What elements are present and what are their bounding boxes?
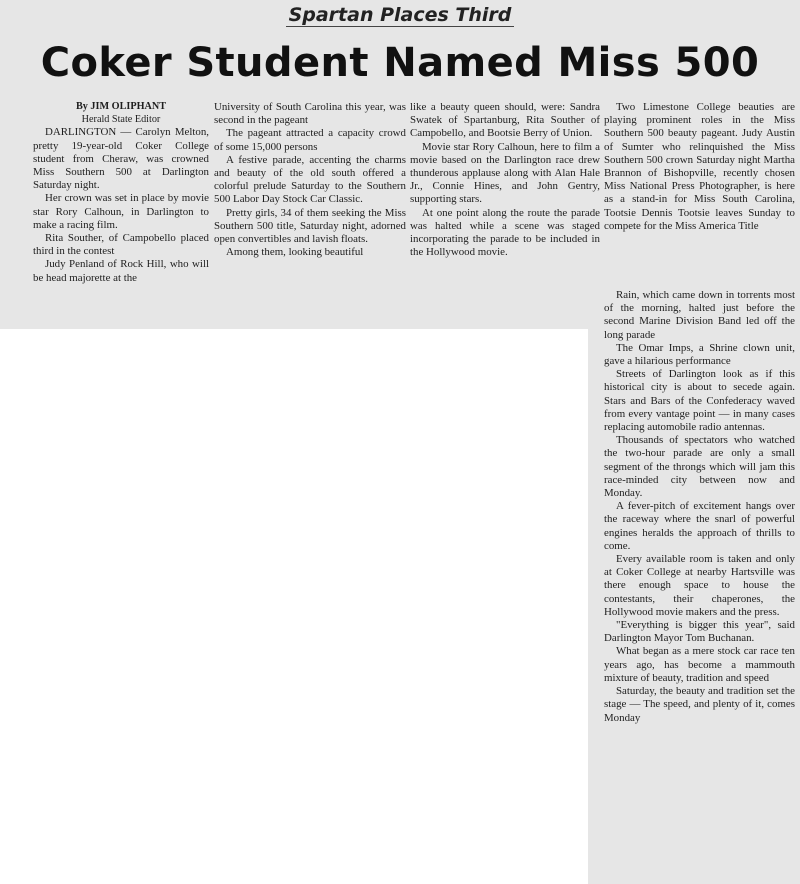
paragraph: Rita Souther, of Campobello placed third in the contest [33,232,209,258]
article-column-1 [33,100,209,285]
paragraph: Saturday, the beauty and tradition set the stage — The speed, and plenty of it, comes Monday [604,685,795,724]
paragraph: University of South Carolina this year, was second in the pageant [214,101,406,127]
paragraph: Two Limestone College beauties are playing prominent roles in the Miss Southern 500 beauty pageant. Judy Austin of Sumter who relinquished the Miss Southern 500 crown Saturday night Martha Brannon of Bishopville, recently chosen Miss National Press Photographer, is here as a stand-in for Miss South Carolina, Tootsie Dennis Tootsie leaves Sunday to compete for the Miss America Title [604,101,795,232]
byline-title: Herald State Editor [81,114,161,126]
main-headline: Coker Student Named Miss 500 [40,40,760,86]
paragraph: The Omar Imps, a Shrine clown unit, gave a hilarious performance [604,341,795,368]
article-column-3 [410,101,600,259]
paragraph: A festive parade, accenting the charms and beauty of the old south offered a colorful prelude Saturday to the Southern 500 Labor Day Stock Car Classic. [214,153,406,206]
kicker-headline [0,4,800,26]
kicker-text: Spartan Places Third [286,4,515,27]
paragraph: At one point along the route the parade was halted while a scene was staged incorporating the parade to be included in the Hollywood movie. [410,206,600,259]
paragraph: The pageant attracted a capacity crowd of some 15,000 persons [214,127,406,153]
paragraph: Thousands of spectators who watched the two-hour parade are only a small segment of the throngs which will jam this race-minded city between now and Monday. [604,434,795,500]
paragraph: DARLINGTON — Carolyn Melton, pretty 19-year-old Coker College student from Cheraw, was crowned Miss Southern 500 at Darlington Saturday night. [33,126,209,192]
paragraph: Movie star Rory Calhoun, here to film a movie based on the Darlington race drew thunderous applause along with Alan Hale Jr., Connie Hines, and John Gentry, supporting stars. [410,140,600,206]
article-column-2 [214,101,406,259]
paragraph: Rain, which came down in torrents most of the morning, halted just before the second Marine Division Band led off the long parade [604,289,795,341]
paragraph: Pretty girls, 34 of them seeking the Miss Southern 500 title, Saturday night, adorned open convertibles and lavish floats. [214,206,406,246]
paragraph: Among them, looking beautiful [226,246,364,259]
article-column-5 [604,289,795,725]
paragraph: "Everything is bigger this year", said Darlington Mayor Tom Buchanan. [604,619,795,645]
paragraph: Judy Penland of Rock Hill, who will be head majorette at the [33,258,209,284]
paragraph: Her crown was set in place by movie star Rory Calhoun, in Darlington to make a racing film. [33,192,209,231]
paragraph: like a beauty queen should, were: Sandra Swatek of Spartanburg, Rita Souther of Campobello, and Bootsie Berry of Union. [410,101,600,140]
byline: By JIM OLIPHANT [76,101,166,112]
paragraph: A fever-pitch of excitement hangs over the raceway where the snarl of powerful engines heralds the approach of thrills to come. [604,500,795,552]
article-column-4 [604,101,795,233]
paragraph: Every available room is taken and only at Coker College at nearby Hartsville was there enough space to house the contestants, their chaperones, the Hollywood movie makers and the press. [604,553,795,618]
paragraph: What began as a mere stock car race ten years ago, has become a mammouth mixture of beauty, tradition and speed [604,645,795,684]
paragraph: Streets of Darlington look as if this historical city is about to secede again. Stars and Bars of the Confederacy waved from every vantage point — in many cases replacing automobile radio antennas. [604,368,795,434]
